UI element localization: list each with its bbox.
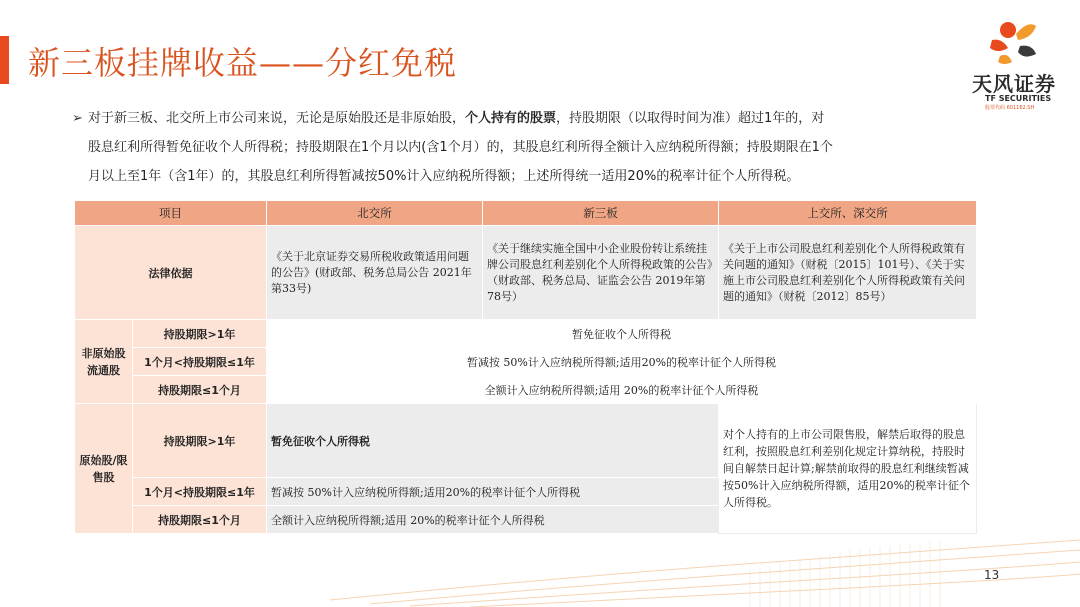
- period-label: 1个月<持股期限≤1年: [133, 478, 267, 506]
- table-row-law: [75, 226, 977, 320]
- table-row: [75, 320, 977, 348]
- law-neeq: 《关于继续实施全国中小企业股份转让系统挂牌公司股息红利差别化个人所得税政策的公告》（财政部、税务总局、证监会公告 2019年第78号）: [483, 226, 719, 320]
- rule-cell: 暂减按 50%计入应纳税所得额;适用20%的税率计征个人所得税: [267, 348, 977, 376]
- decorative-waves-icon: [330, 520, 1080, 607]
- header-sse-szse: 上交所、深交所: [719, 201, 977, 226]
- law-bse: 《关于北京证券交易所税收政策适用问题的公告》(财政部、税务总局公告 2021年第33号): [267, 226, 483, 320]
- header-neeq: 新三板: [483, 201, 719, 226]
- rule-cell: 暂免征收个人所得税: [267, 404, 719, 478]
- period-label: 持股期限≤1个月: [133, 376, 267, 404]
- bullet-arrow-icon: ➢: [72, 111, 83, 126]
- rule-cell: 全额计入应纳税所得额;适用 20%的税率计征个人所得税: [267, 506, 719, 534]
- law-sse: 《关于上市公司股息红利差别化个人所得税政策有关问题的通知》（财税〔2015〕101号）、《关于实施上市公司股息红利差别化个人所得税政策有关问题的通知》（财税〔2012〕85号）: [719, 226, 977, 320]
- logo-wordmark: 天风证券: [972, 72, 1056, 96]
- intro-emphasis: 个人持有的股票: [465, 111, 557, 126]
- header-bse: 北交所: [267, 201, 483, 226]
- logo-english-name: TF SECURITIES: [985, 94, 1052, 103]
- page-number: 13: [984, 568, 1000, 582]
- law-label: 法律依据: [75, 226, 267, 320]
- period-label: 持股期限>1年: [133, 404, 267, 478]
- intro-line-3: 月以上至1年（含1年）的，其股息红利所得暂减按50%计入应纳税所得额；上述所得统一适用20%的税率计征个人所得税。: [88, 169, 800, 184]
- sse-restricted-note: 对个人持有的上市公司限售股，解禁后取得的股息红利，按照股息红利差别化规定计算纳税，持股时间自解禁日起计算;解禁前取得的股息红利继续暂减按50%计入应纳税所得额，适用20%的税率计征个人所得税。: [719, 404, 977, 534]
- table-row: [75, 404, 977, 478]
- header-item: 项目: [75, 201, 267, 226]
- title-accent-bar: [0, 36, 9, 84]
- group-label-non-original: 非原始股流通股: [75, 320, 133, 404]
- intro-line-2: 股息红利所得暂免征收个人所得税；持股期限在1个月以内(含1个月）的，其股息红利所得全额计入应纳税所得额；持股期限在1个: [88, 140, 833, 155]
- period-label: 持股期限≤1个月: [133, 506, 267, 534]
- table-row: [75, 348, 977, 376]
- intro-paragraph: ➢ 对于新三板、北交所上市公司来说，无论是原始股还是非原始股，个人持有的股票，持股期限（以取得时间为准）超过1年的，对 股息红利所得暂免征收个人所得税；持股期限在1个月以内(含1个月）的，其股息红利所得全额计入应纳税所得额；持股期限在1个 月以上至1年（含1年）的，其股息红利所得暂减按50%计入应纳税所得额；上述所得统一适用20%的税率计征个人所得税。: [72, 104, 984, 191]
- rule-cell: 全额计入应纳税所得额;适用 20%的税率计征个人所得税: [267, 376, 977, 404]
- rule-cell: 暂减按 50%计入应纳税所得额;适用20%的税率计征个人所得税: [267, 478, 719, 506]
- dividend-tax-table: [74, 200, 977, 534]
- group-label-original: 原始股/限售股: [75, 404, 133, 534]
- table-row: [75, 376, 977, 404]
- period-label: 1个月<持股期限≤1年: [133, 348, 267, 376]
- period-label: 持股期限>1年: [133, 320, 267, 348]
- rule-cell: 暂免征收个人所得税: [267, 320, 977, 348]
- table-header-row: [75, 201, 977, 226]
- logo-stock-code: 股票代码 601162.SH: [985, 105, 1035, 111]
- page-title: 新三板挂牌收益——分红免税: [28, 44, 458, 82]
